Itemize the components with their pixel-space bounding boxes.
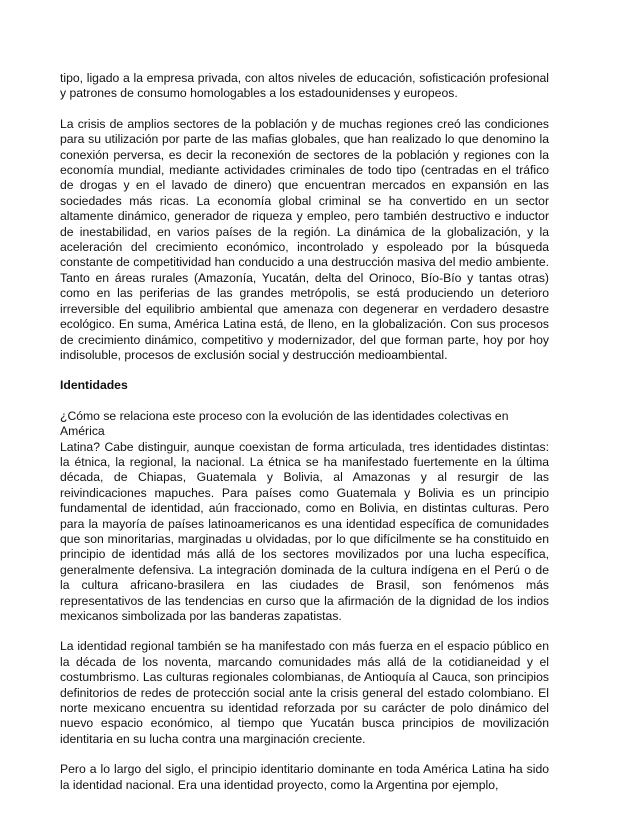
paragraph-3-line-1: ¿Cómo se relaciona este proceso con la evolución de las identidades colectivas en — [60, 408, 509, 423]
section-heading: Identidades — [60, 378, 128, 393]
paragraph-4: La identidad regional también se ha manifestado con más fuerza en el espacio público en la década de los noventa, marcando comunidades más allá de la cotidianeidad y el costumbrismo. Las culturas regionales colombianas, de Antioquía al Cauca, son principios definitorios de redes de protección social ante la crisis general del estado colombiano. El norte mexicano encuentra su identidad reforzada por su carácter de polo dinámico del nuevo espacio económico, al tiempo que Yucatán busca principios de movilización identitaria en su lucha contra una marginación creciente. — [60, 639, 549, 746]
paragraph-2: La crisis de amplios sectores de la población y de muchas regiones creó las condiciones para su utilización por parte de las mafias globales, que han realizado lo que denomino la conexión perversa, es decir la reconexión de sectores de la población y regiones con la economía mundial, mediante actividades criminales de todo tipo (centradas en el tráfico de drogas y en el lavado de dinero) que encuentran mercados en expansión en las sociedades más ricas. La economía global criminal se ha convertido en un sector altamente dinámico, generador de riqueza y empleo, pero también destructivo e inductor de inestabilidad, en varios países de la región. La dinámica de la globalización, y la aceleración del crecimiento económico, incontrolado y espoleado por la búsqueda constante de competitividad han conducido a una destrucción masiva del medio ambiente. Tanto en áreas rurales (Amazonía, Yucatán, delta del Orinoco, Bío-Bío y tantas otras) como en las periferias de las grandes metrópolis, se está produciendo un deterioro irreversible del equilibrio ambiental que amenaza con degenerar en verdadero desastre ecológico. En suma, América Latina está, de lleno, en la globalización. Con sus procesos de crecimiento dinámico, competitivo y modernizador, del que forman parte, hoy por hoy indisoluble, procesos de exclusión social y destrucción medioambiental. — [60, 116, 549, 362]
paragraph-3-line-2: América — [60, 424, 105, 439]
paragraph-3-body: Latina? Cabe distinguir, aunque coexistan de forma articulada, tres identidades distintas: la étnica, la regional, la nacional. La étnica se ha manifestado fuertemente en la última década, de Chiapas, Guatemala y Bolivia, al Amazonas y al resurgir de las reivindicaciones mapuches. Para países como Guatemala y Bolivia es un principio fundamental de identidad, aún fraccionado, como en Bolivia, en distintas culturas. Pero para la mayoría de países latinoamericanos es una identidad específica de comunidades que son minoritarias, marginadas u olvidadas, por lo que difícilmente se ha constituido en principio de identidad más allá de los sectores movilizados por una lucha específica, generalmente defensiva. La integración dominada de la cultura indígena en el Perú o de la cultura africano-brasilera en las ciudades de Brasil, son fenómenos más representativos de las tendencias en curso que la afirmación de la dignidad de los indios mexicanos simbolizada por las banderas zapatistas. — [60, 439, 549, 623]
document-page — [60, 71, 549, 808]
paragraph-1: tipo, ligado a la empresa privada, con altos niveles de educación, sofisticación profesional y patrones de consumo homologables a los estadounidenses y europeos. — [60, 71, 549, 101]
paragraph-5: Pero a lo largo del siglo, el principio identitario dominante en toda América Latina ha sido la identidad nacional. Era una identidad proyecto, como la Argentina por ejemplo, — [60, 762, 549, 792]
paragraph-3 — [60, 409, 549, 625]
